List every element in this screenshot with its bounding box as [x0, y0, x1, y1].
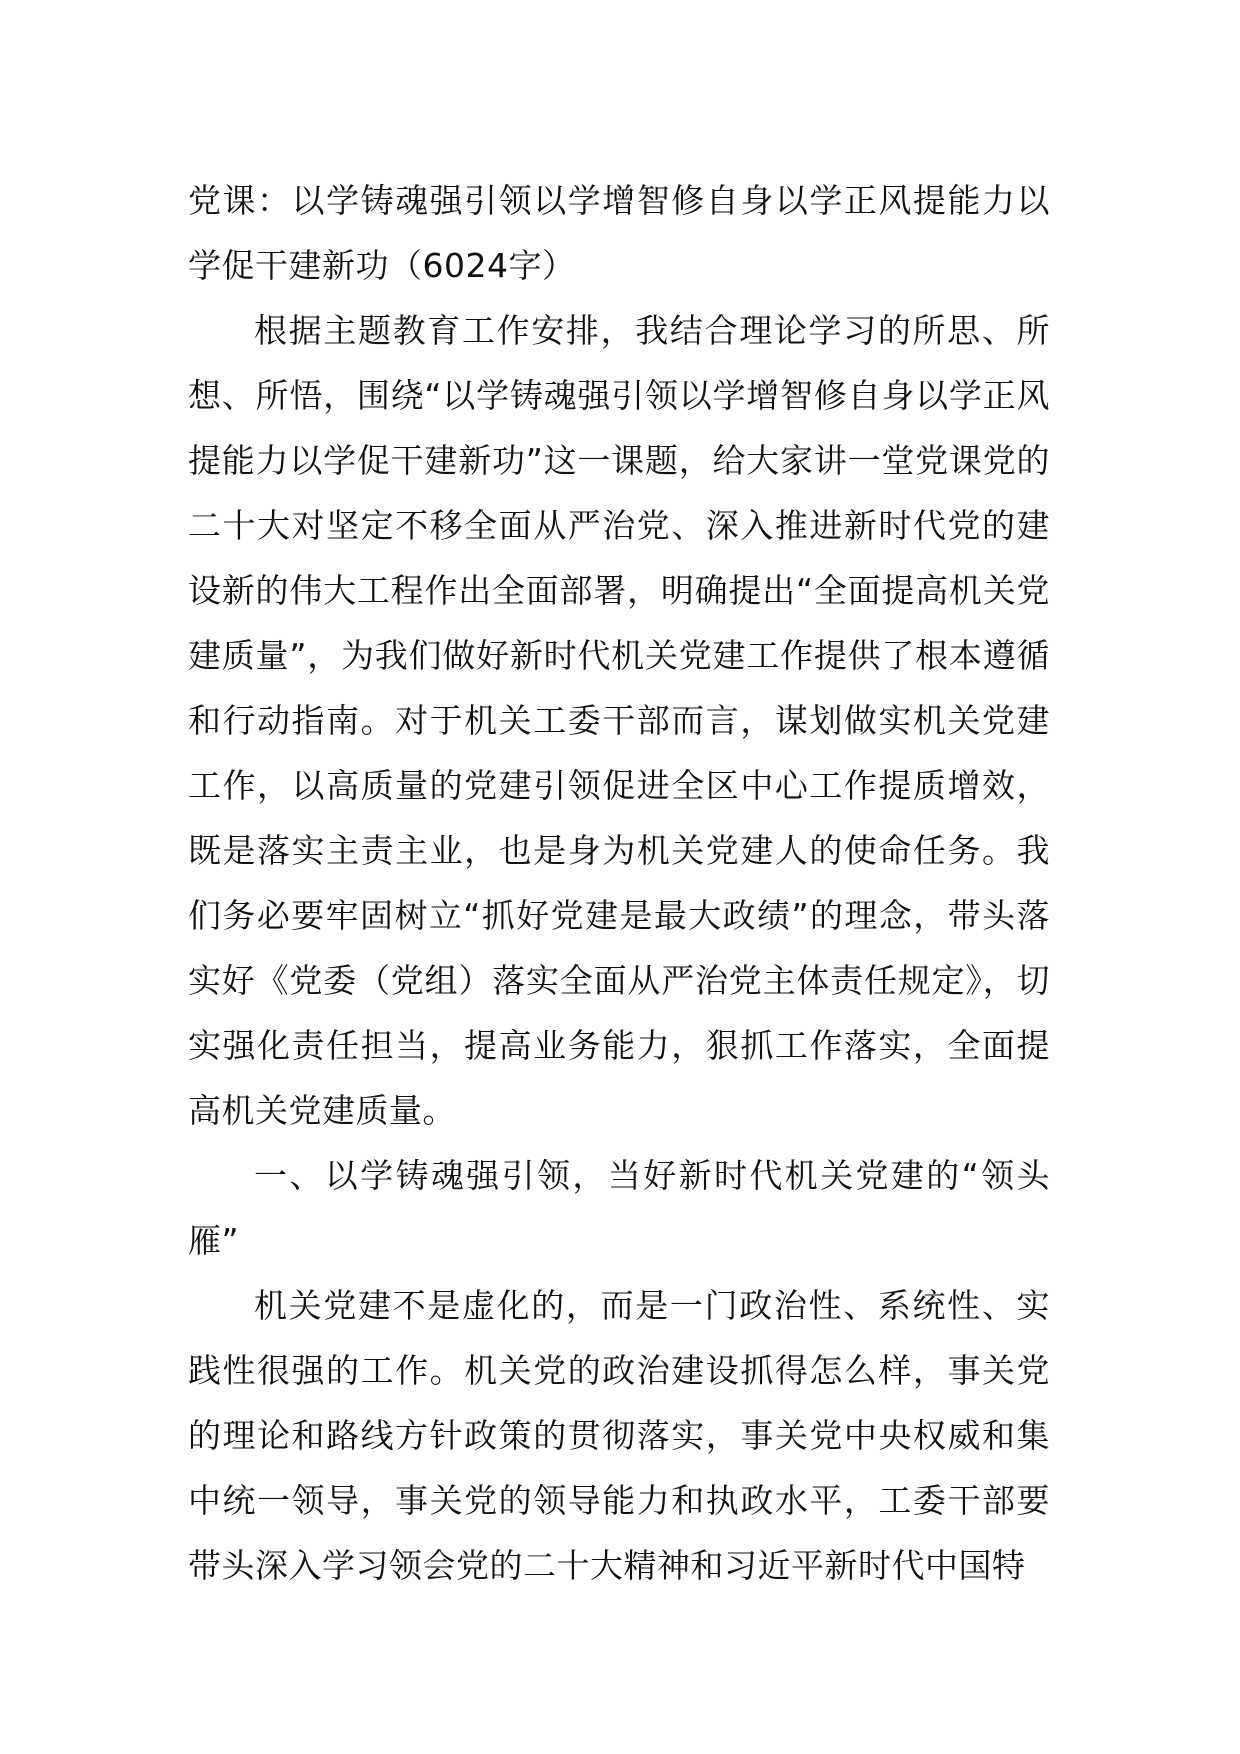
document-title: 党课：以学铸魂强引领以学增智修自身以学正风提能力以学促干建新功（6024字） [188, 181, 1050, 285]
section-heading: 一、以学铸魂强引领，当好新时代机关党建的“领头雁” [188, 1156, 1050, 1260]
body-paragraph: 机关党建不是虚化的，而是一门政治性、系统性、实践性很强的工作。机关党的政治建设抓得怎么样，事关党的理论和路线方针政策的贯彻落实，事关党中央权威和集中统一领导，事关党的领导能力和执政水平，工委干部要带头深入学习领会党的二十大精神和习近平新时代中国特 [188, 1286, 1050, 1585]
intro-paragraph: 根据主题教育工作安排，我结合理论学习的所思、所想、所悟，围绕“以学铸魂强引领以学增智修自身以学正风提能力以学促干建新功”这一课题，给大家讲一堂党课党的二十大对坚定不移全面从严治党、深入推进新时代党的建设新的伟大工程作出全面部署，明确提出“全面提高机关党建质量”，为我们做好新时代机关党建工作提供了根本遵循和行动指南。对于机关工委干部而言，谋划做实机关党建工作，以高质量的党建引领促进全区中心工作提质增效，既是落实主责主业，也是身为机关党建人的使命任务。我们务必要牢固树立“抓好党建是最大政绩”的理念，带头落实好《党委（党组）落实全面从严治党主体责任规定》，切实强化责任担当，提高业务能力，狠抓工作落实，全面提高机关党建质量。 [188, 311, 1050, 1130]
document-body [188, 168, 1050, 1598]
